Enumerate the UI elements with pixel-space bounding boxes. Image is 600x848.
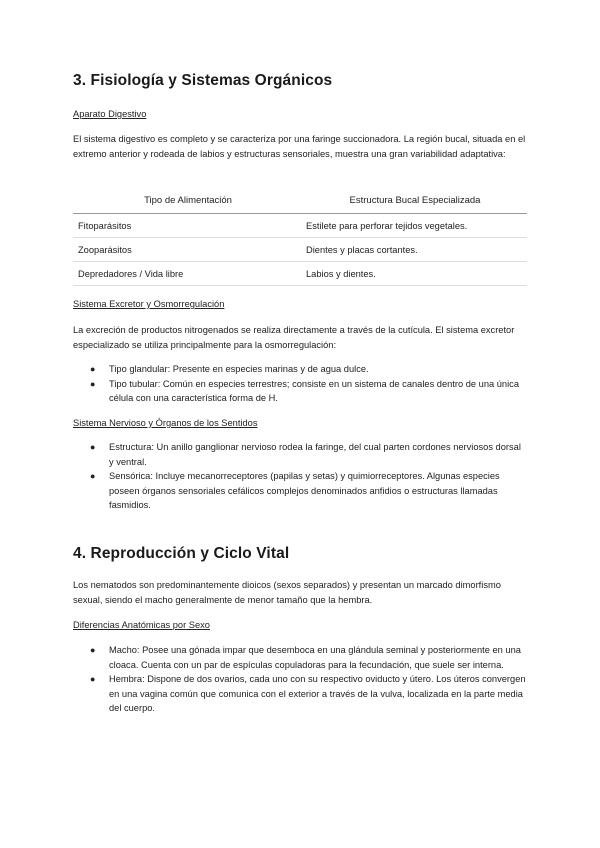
reproduction-intro: Los nematodos son predominantemente dioicos (sexos separados) y presentan un marcado dimorfismo sexual, siendo el macho generalmente de menor tamaño que la hembra. xyxy=(73,580,501,605)
table-row xyxy=(73,262,527,286)
table-header-cell: Tipo de Alimentación xyxy=(73,187,303,214)
table-row xyxy=(73,214,527,238)
section-3-title: 3. Fisiología y Sistemas Orgánicos xyxy=(73,72,333,89)
list-item xyxy=(73,643,527,672)
list-item-text: Macho: Posee una gónada impar que desemboca en una glándula seminal y posteriormente en una cloaca. Cuenta con un par de espículas copuladoras para la fecundación, que suele ser interna. xyxy=(109,645,521,670)
list-item-text: Tipo glandular: Presente en especies marinas y de agua dulce. xyxy=(109,364,369,374)
bullet-icon: ● xyxy=(90,442,96,452)
bullet-icon: ● xyxy=(90,645,96,655)
list-item xyxy=(73,469,527,513)
table-cell: Estilete para perforar tejidos vegetales. xyxy=(303,214,527,238)
sex-differences-list xyxy=(73,643,527,716)
nervous-list xyxy=(73,440,527,513)
excretory-intro: La excreción de productos nitrogenados se realiza directamente a través de la cutícula. El sistema excretor especializado se utiliza principalmente para la osmorregulación: xyxy=(73,325,515,350)
digestive-heading: Aparato Digestivo xyxy=(73,109,147,119)
table-cell: Labios y dientes. xyxy=(303,262,527,286)
bullet-icon: ● xyxy=(90,471,96,481)
table-cell: Zooparásitos xyxy=(73,238,303,262)
list-item-text: Tipo tubular: Común en especies terrestres; consiste en un sistema de canales dentro de una única célula con una característica forma de H. xyxy=(109,378,519,403)
bullet-icon: ● xyxy=(90,674,96,684)
sex-differences-heading: Diferencias Anatómicas por Sexo xyxy=(73,620,210,630)
nervous-heading: Sistema Nervioso y Órganos de los Sentidos xyxy=(73,418,258,428)
feeding-table xyxy=(73,187,527,286)
table-cell: Dientes y placas cortantes. xyxy=(303,238,527,262)
excretory-heading: Sistema Excretor y Osmorregulación xyxy=(73,299,225,309)
table-cell: Fitoparásitos xyxy=(73,214,303,238)
bullet-icon: ● xyxy=(90,378,96,389)
list-item xyxy=(73,362,527,377)
table-row xyxy=(73,238,527,262)
table-cell: Depredadores / Vida libre xyxy=(73,262,303,286)
list-item xyxy=(73,440,527,469)
bullet-icon: ● xyxy=(90,364,96,374)
table-header-row xyxy=(73,187,527,214)
list-item xyxy=(73,377,527,406)
digestive-intro: El sistema digestivo es completo y se caracteriza por una faringe succionadora. La región bucal, situada en el extremo anterior y rodeada de labios y estructuras sensoriales, muestra una gran variabilidad adaptativa: xyxy=(73,134,526,159)
table-header-cell: Estructura Bucal Especializada xyxy=(303,187,527,214)
section-4-title: 4. Reproducción y Ciclo Vital xyxy=(73,545,290,562)
list-item xyxy=(73,672,527,716)
list-item-text: Hembra: Dispone de dos ovarios, cada uno con su respectivo oviducto y útero. Los úteros convergen en una vagina común que comunica con el exterior a través de la vulva, localizada en la parte media del cuerpo. xyxy=(109,674,526,713)
list-item-text: Sensórica: Incluye mecanorreceptores (papilas y setas) y quimiorreceptores. Algunas especies poseen órganos sensoriales cefálicos complejos denominados anfidios o estructuras llamadas fasmidios. xyxy=(109,471,500,510)
excretory-list xyxy=(73,362,527,406)
list-item-text: Estructura: Un anillo ganglionar nervioso rodea la faringe, del cual parten cordones nerviosos dorsal y ventral. xyxy=(109,442,521,467)
